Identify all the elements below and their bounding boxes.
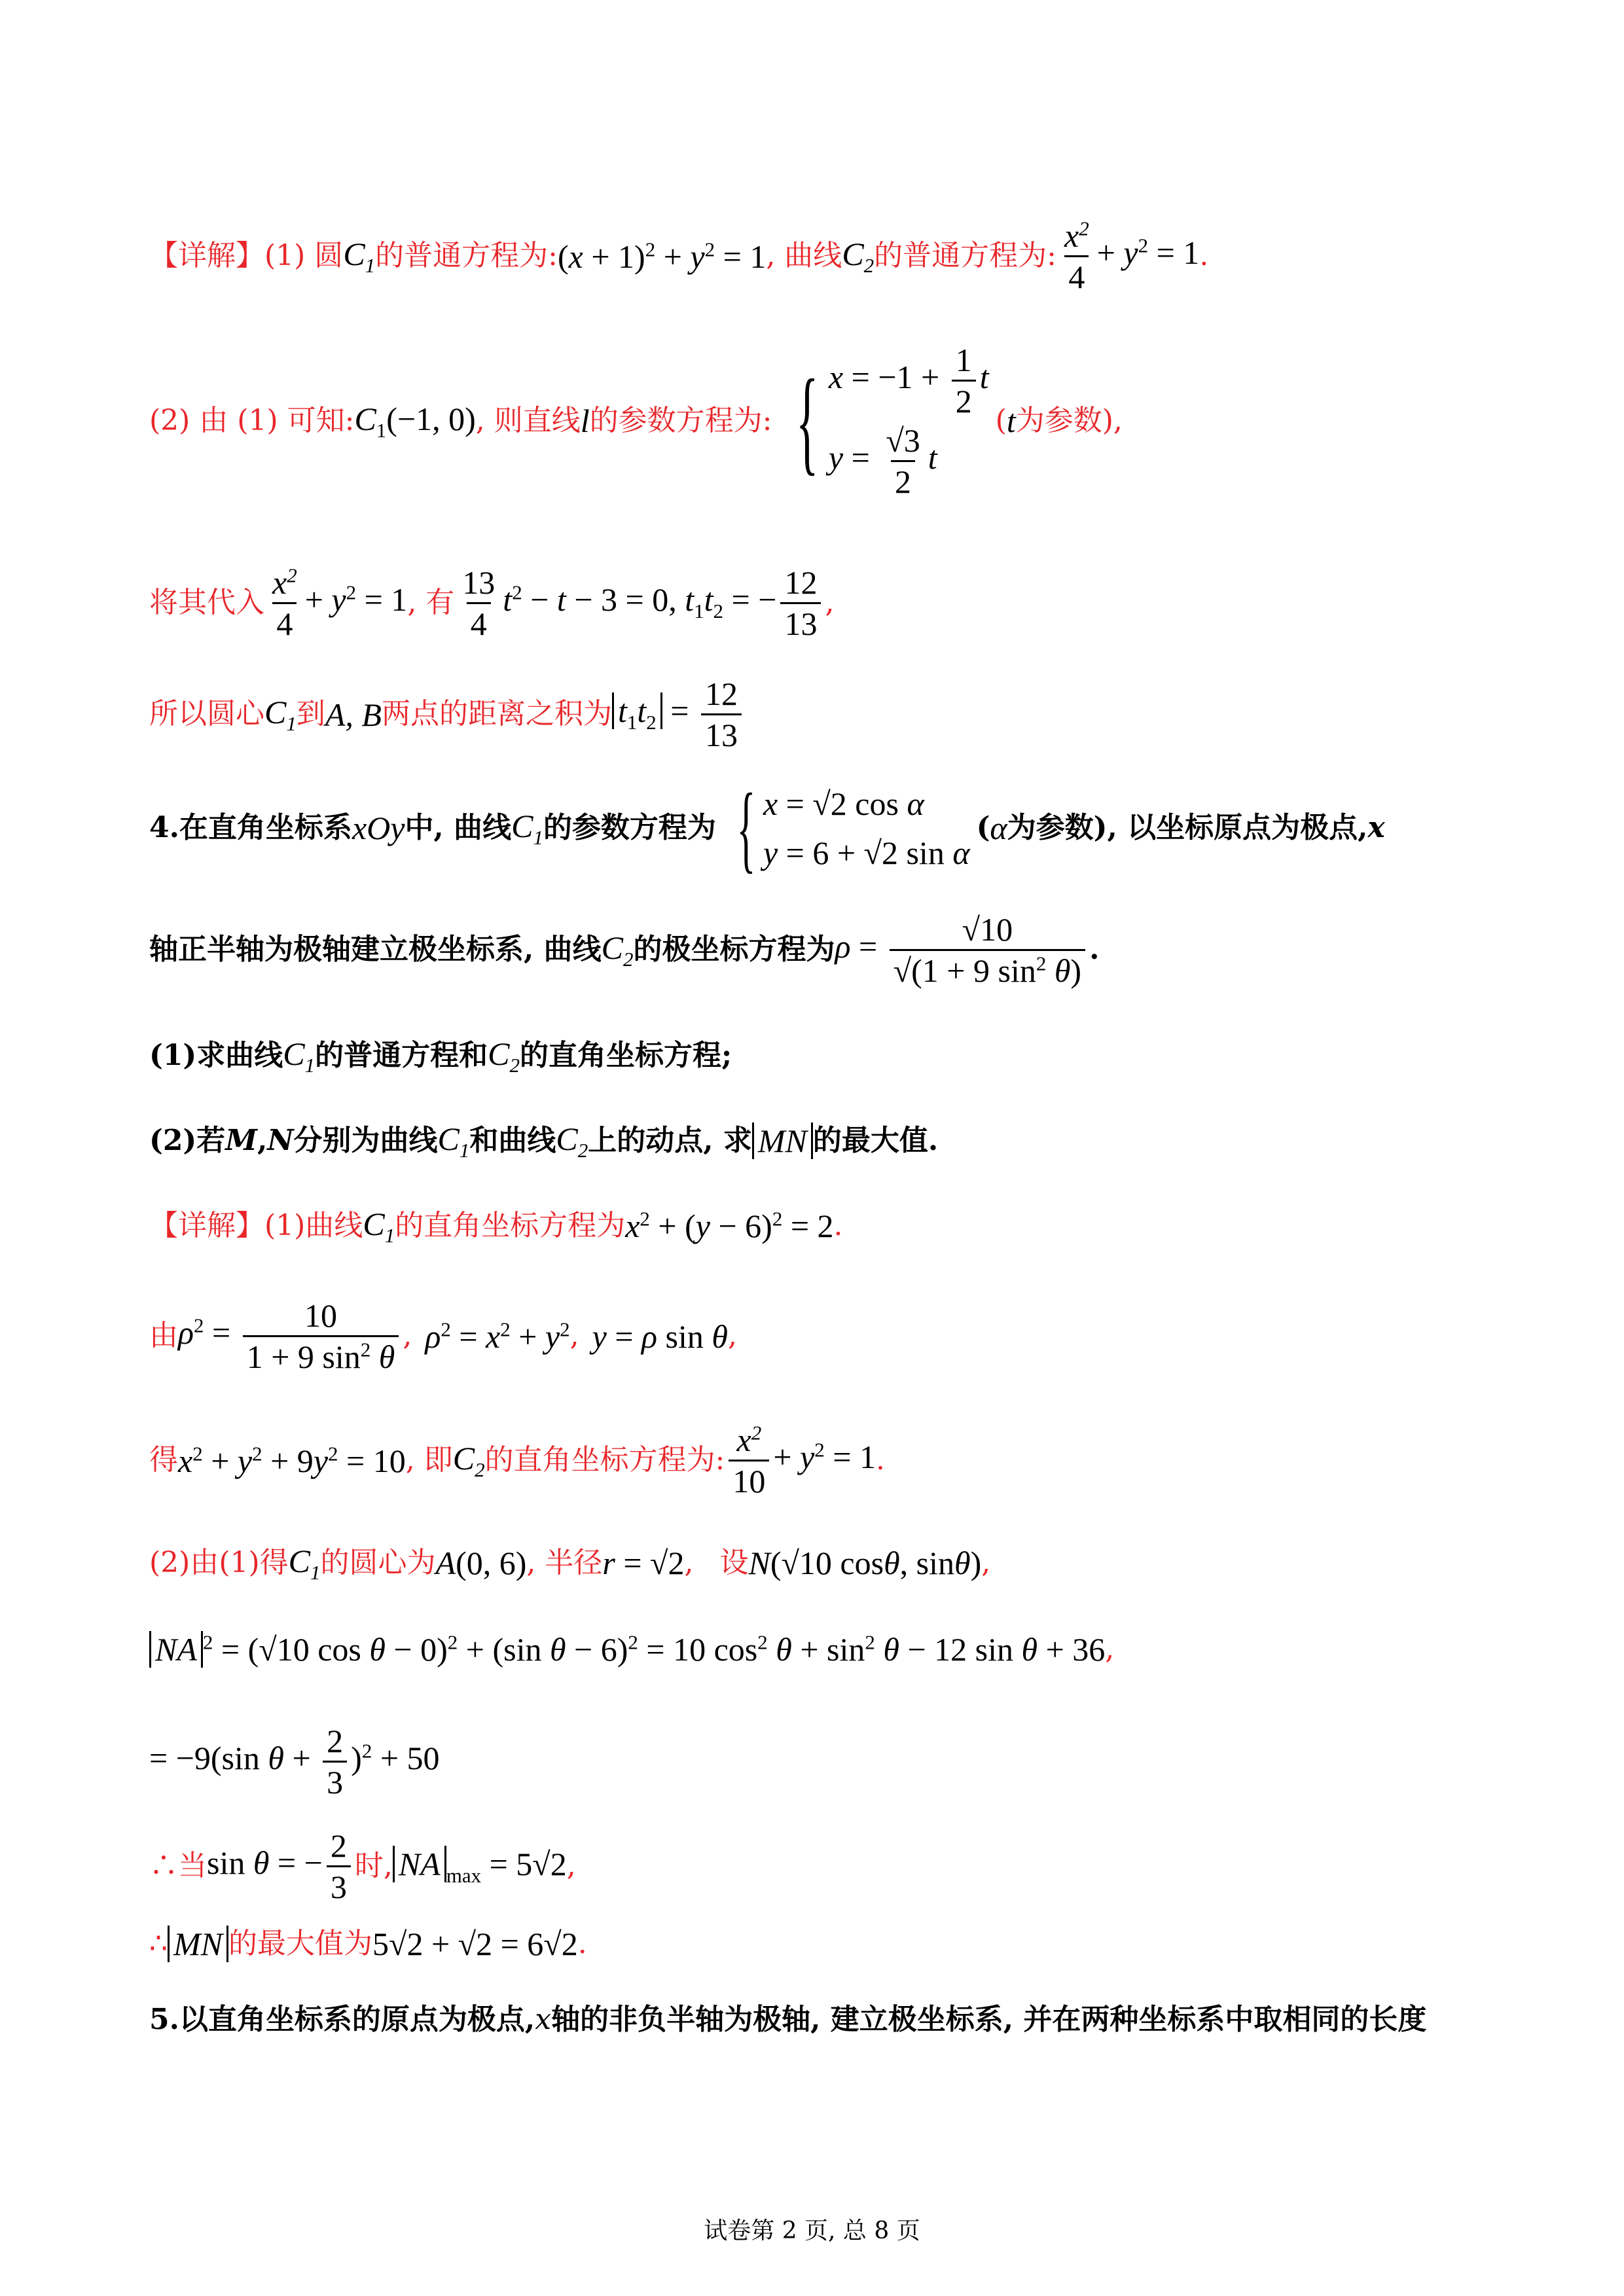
math-x: x <box>535 2003 552 2036</box>
text: 为参数), 以坐标原点为极点, <box>1007 810 1368 844</box>
text: 的普通方程和 <box>315 1038 488 1072</box>
text: 所以圆心 <box>149 697 264 731</box>
math-completed-square: = −9(sin θ + $\frac{2}{3}$ )$^2$ + 50 <box>149 1723 440 1801</box>
math-l: l <box>580 403 590 439</box>
text: 到 <box>296 697 325 731</box>
question-4-line2: 轴正半轴为极轴建立极坐标系, 曲线 $C_2$ 的极坐标方程为 ρ = $\frac{√10}{√(1 + 9 \sin^2 \theta)}$ . <box>149 911 1100 989</box>
math-polar-equation: ρ = $\frac{√10}{√(1 + 9 \sin^2 \theta)}$ <box>835 910 1090 990</box>
math-point-n: N(√10 cosθ, sinθ) <box>748 1545 982 1582</box>
text: 的普通方程为: <box>874 239 1056 273</box>
text: 的参数方程为: <box>589 403 772 437</box>
text: , 即 <box>405 1443 453 1477</box>
math-ellipse-equation: $\frac{x^2}{4}$ + $y^2 = 1$ <box>1064 217 1200 295</box>
math-ellipse: $\frac{x^2}{4}$ + $y^2 = 1$ <box>272 564 408 642</box>
text: 的极坐标方程为 <box>633 933 835 967</box>
math-xoy: xOy <box>352 810 405 846</box>
math-y-relation: y = ρ sin θ <box>592 1318 728 1355</box>
math-c2: $C_2$ <box>842 236 875 278</box>
math-t: t <box>1006 403 1016 439</box>
text: (2)若 <box>149 1123 226 1157</box>
question-number: 5. <box>149 2003 179 2036</box>
text: , <box>684 1545 694 1579</box>
text: (2) 由 (1) 可知: <box>149 403 355 437</box>
math-c1: $C_1$ <box>264 694 297 736</box>
math-circle-eq: $x^2 + (y - 6)^2 = 2$ <box>625 1207 834 1245</box>
text: 将其代入 <box>149 586 264 620</box>
math-radius: r = √2 <box>602 1545 685 1582</box>
math-na-squared: NA $^2$ = (√10 cos θ − 0)$^2$ + (sin θ − 6)$^2$ = 10 $\cos^2 \theta + \sin^2 \theta - 12$ sin θ + 36 <box>149 1630 1105 1669</box>
text: ( <box>995 403 1007 437</box>
math-circle-equation: $(x + 1)^2 + y^2 = 1$ <box>558 237 767 275</box>
text: 的直角坐标方程为: <box>484 1443 725 1477</box>
text: 的最大值. <box>812 1123 939 1157</box>
answer-4-line4: (2)由(1)得 $C_1$ 的圆心为 A(0, 6) , 半径 r = √2 , 设 N(√10 cosθ, sinθ) , <box>149 1543 991 1584</box>
text: , 半径 <box>526 1545 603 1579</box>
answer-4-line5: NA $^2$ = (√10 cos θ − 0)$^2$ + (sin θ − 6)$^2$ = 10 $\cos^2 \theta + \sin^2 \theta - 12$ sin θ + 36 , <box>149 1630 1114 1669</box>
text: 时, <box>354 1849 393 1883</box>
math-alpha: α <box>990 810 1007 846</box>
question-4-part1 <box>149 1034 732 1077</box>
solution-3-line: 将其代入 $\frac{x^2}{4}$ + $y^2 = 1$ , 有 $\frac{13}{4}$ $t^2 - t - 3 = 0$, $t_1t_2$ = − $\frac{12}{13}$ , <box>149 564 835 642</box>
math-expanded: $x^2 + y^2 + 9y^2 = 10$ <box>178 1441 406 1479</box>
answer-4-line8: ∴ MN 的最大值为 5√2 + √2 = 6√2 . <box>149 1926 587 1962</box>
question-4-line1 <box>149 774 1385 882</box>
question-number: 4. <box>149 810 179 844</box>
answer-4-line1: 【详解】(1)曲线 $C_1$ 的直角坐标方程为 $x^2 + (y - 6)^2 = 2$ . <box>149 1206 843 1247</box>
text: 两点的距离之积为 <box>381 697 612 731</box>
answer-4-line2: 由 $\rho^2$ = $\frac{10}{1 + 9 \sin^2 \theta}$ , $\rho^2 = x^2 + y^2$ , y = ρ sin θ , <box>149 1297 737 1375</box>
math-c2: $C_2$ <box>556 1121 588 1162</box>
math-ellipse-10: $\frac{x^2}{10}$ + $y^2 = 1$ <box>725 1420 876 1501</box>
math-mn-abs: MN <box>168 1924 228 1964</box>
text: 轴正半轴为极轴建立极坐标系, 曲线 <box>149 933 602 967</box>
text: 轴的非负半轴为极轴, 建立极坐标系, 并在两种坐标系中取相同的长度 <box>551 2003 1427 2036</box>
math-sin-value: sin θ = − $\frac{2}{3}$ <box>207 1826 355 1907</box>
text: , 有 <box>407 586 455 620</box>
math-param-system-4: { x = √2 cos α y = 6 + √2 sin α <box>736 774 970 882</box>
math-rho-squared: $\rho^2$ = $\frac{10}{1 + 9 \sin^2 \theta}$ <box>178 1296 403 1376</box>
math-max-value: 5√2 + √2 = 6√2 <box>372 1926 578 1962</box>
math-c2: $C_2$ <box>452 1440 485 1482</box>
answer-4-line6 <box>149 1721 440 1802</box>
question-5-line1 <box>149 2003 1426 2037</box>
text: 的参数方程为 <box>543 810 716 844</box>
math-ab: A, B <box>325 696 382 733</box>
math-c1: $C_1$ <box>288 1543 321 1584</box>
text: 在直角坐标系 <box>179 810 352 844</box>
text: 的直角坐标方程; <box>519 1038 732 1072</box>
math-c2: $C_2$ <box>601 929 634 971</box>
math-na-max: NA $_{max}$ = 5√2 <box>393 1844 567 1888</box>
text: 的最大值为 <box>228 1926 372 1960</box>
math-param-system: { x = −1 + $\frac{1}{2}$ t y = $\frac{√3}{2}$ t <box>795 342 989 500</box>
text: ∴当 <box>149 1849 207 1883</box>
text: (2)由(1)得 <box>149 1545 289 1579</box>
text: , <box>257 1123 268 1157</box>
math-c1: $C_1$ <box>363 1206 395 1247</box>
math-c1: $C_1$ <box>437 1121 470 1162</box>
text: 以直角坐标系的原点为极点, <box>179 2003 535 2036</box>
solution-1-line: 【详解】(1) 圆 $C_1$ 的普通方程为: $(x + 1)^2 + y^2 = 1$ , 曲线 $C_2$ 的普通方程为: $\frac{x^2}{4}$ + $y^2 = 1$ . <box>149 217 1209 295</box>
math-c1: $C_1$ <box>283 1035 316 1077</box>
text: 的圆心为 <box>320 1545 436 1579</box>
text: 的普通方程为: <box>375 239 558 273</box>
page-footer: 试卷第 2 页, 总 8 页 <box>704 2217 920 2244</box>
math-product: $t_1t_2$ = $\frac{12}{13}$ <box>612 674 746 755</box>
text: 为参数), <box>1015 403 1123 437</box>
math-c1-point: $C_1(-1$, 0) <box>354 400 476 442</box>
text: 上的动点, 求 <box>588 1123 752 1157</box>
answer-4-line7: ∴当 sin θ = − $\frac{2}{3}$ 时, NA $_{max}$ = 5√2 , <box>149 1827 576 1905</box>
text: ∴ <box>149 1926 168 1960</box>
math-x: x <box>1367 810 1385 844</box>
text: , 则直线 <box>475 403 581 437</box>
text: 的直角坐标方程为 <box>395 1208 626 1242</box>
math-center-a: A(0, 6) <box>435 1545 527 1582</box>
math-quadratic: $\frac{13}{4}$ $t^2 - t - 3 = 0$, $t_1t_2$ = − $\frac{12}{13}$ <box>454 563 825 643</box>
solution-label: 【详解】(1) 圆 <box>149 239 344 273</box>
text: 中, 曲线 <box>405 810 512 844</box>
text: 分别为曲线 <box>293 1123 438 1157</box>
text: 由 <box>149 1319 178 1353</box>
text: ( <box>976 810 990 844</box>
math-c2: $C_2$ <box>488 1035 520 1077</box>
text: , 曲线 <box>766 239 842 273</box>
math-rho-relation: $\rho^2 = x^2 + y^2$ <box>425 1317 570 1355</box>
text: 和曲线 <box>469 1123 556 1157</box>
math-n: N <box>267 1123 294 1157</box>
answer-4-line3: 得 $x^2 + y^2 + 9y^2 = 10$ , 即 $C_2$ 的直角坐标方程为: $\frac{x^2}{10}$ + $y^2 = 1$ . <box>149 1421 885 1499</box>
question-4-part2 <box>149 1119 938 1162</box>
text: 【详解】(1)曲线 <box>149 1208 363 1242</box>
text: 得 <box>149 1443 178 1477</box>
solution-4-line <box>149 674 746 755</box>
text: (1)求曲线 <box>149 1038 283 1072</box>
math-m: M <box>225 1123 257 1157</box>
math-c1: $C_1$ <box>343 236 376 278</box>
text: 设 <box>719 1545 749 1579</box>
math-c1: $C_1$ <box>511 807 543 849</box>
math-mn-abs: MN <box>752 1121 813 1160</box>
solution-2-line <box>149 340 1123 501</box>
